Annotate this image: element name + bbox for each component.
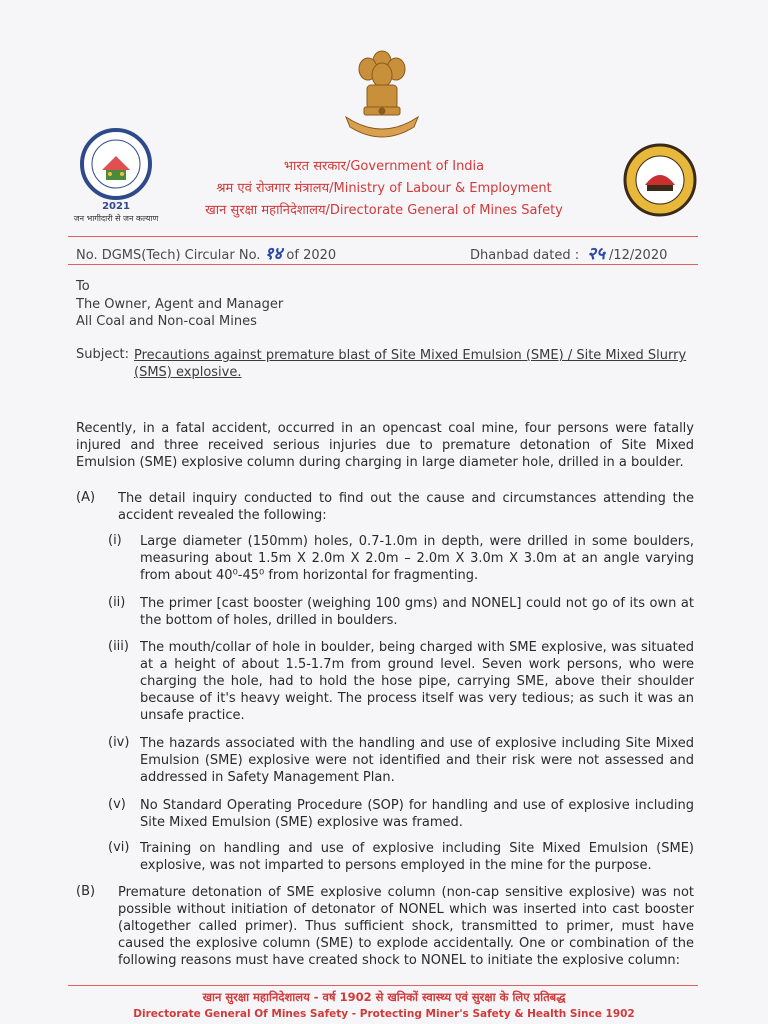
address-line-2: All Coal and Non-coal Mines bbox=[76, 314, 257, 329]
national-emblem-icon bbox=[340, 45, 424, 145]
item-iv-text: The hazards associated with the handling and use of explosive including Site Mixed Emulsion (SME) explosive were not identified and their risk were not assessed and addressed in Safety Management Plan. bbox=[140, 736, 694, 785]
letterhead-title bbox=[160, 156, 608, 222]
footer-english: Directorate General Of Mines Safety - Protecting Miner's Safety & Health Since 1902 bbox=[133, 1008, 635, 1020]
meta-divider bbox=[68, 264, 698, 265]
intro-paragraph: Recently, in a fatal accident, occurred in an opencast coal mine, four persons were fatally injured and three received serious injuries due to premature detonation of Site Mixed Emulsion (SME) explosive column during charging in large diameter hole, drilled in a boulder. bbox=[76, 421, 694, 470]
item-ii-marker: (ii) bbox=[108, 595, 126, 610]
item-iv-marker: (iv) bbox=[108, 735, 130, 750]
circular-date-handwritten: २५ bbox=[587, 244, 605, 264]
item-iii-text: The mouth/collar of hole in boulder, being charged with SME explosive, was situated at a height of about 1.5-1.7m from ground level. Seven work persons, who were charging the hole, had to hold the hose pipe, carrying SME, above their shoulder because of it's heavy weight. The process itself was very tedious; as such it was an unsafe practice. bbox=[140, 640, 694, 723]
item-v-marker: (v) bbox=[108, 797, 126, 812]
header-divider bbox=[68, 236, 698, 237]
circular-date-prefix: Dhanbad dated : bbox=[470, 248, 580, 263]
item-iii-marker: (iii) bbox=[108, 639, 129, 654]
gov-line-3: खान सुरक्षा महानिदेशालय/Directorate General of Mines Safety bbox=[205, 203, 563, 218]
circular-number-suffix: of 2020 bbox=[286, 248, 337, 263]
circular-number bbox=[76, 241, 336, 264]
address-line-1: The Owner, Agent and Manager bbox=[76, 297, 284, 312]
footer-hindi: खान सुरक्षा महानिदेशालय - वर्ष 1902 से खनिकों स्वास्थ्य एवं सुरक्षा के लिए प्रतिबद्ध bbox=[202, 990, 566, 1004]
section-a-marker: (A) bbox=[76, 490, 96, 505]
census-motto: जन भागीदारी से जन कल्याण bbox=[73, 214, 159, 223]
item-i-marker: (i) bbox=[108, 533, 122, 548]
item-v-text: No Standard Operating Procedure (SOP) for handling and use of explosive including Site Mixed Emulsion (SME) explosive was framed. bbox=[140, 798, 694, 830]
census-logo bbox=[60, 128, 172, 224]
section-a-text: The detail inquiry conducted to find out the cause and circumstances attending the accident revealed the following: bbox=[118, 491, 694, 523]
circular-date bbox=[470, 241, 667, 264]
gov-line-1: भारत सरकार/Government of India bbox=[283, 159, 485, 174]
address-to: To bbox=[76, 279, 90, 294]
subject-text: Precautions against premature blast of Site Mixed Emulsion (SME) / Site Mixed Slurry (SMS) explosive. bbox=[134, 348, 687, 380]
item-vi-text: Training on handling and use of explosive including Site Mixed Emulsion (SME) explosive, was not imparted to persons employed in the mine for the purpose. bbox=[140, 841, 694, 873]
subject-label: Subject: bbox=[76, 347, 129, 362]
gov-line-2: श्रम एवं रोजगार मंत्रालय/Ministry of Labour & Employment bbox=[216, 181, 552, 196]
census-year: 2021 bbox=[102, 201, 130, 212]
section-b-text: Premature detonation of SME explosive column (non-cap sensitive explosive) was not possible without initiation of detonator of NONEL which was inserted into cast booster (altogether called primer). Thus sufficient shock, transmitted to primer, must have caused the explosive column (SME) to explode accidentally. One or combination of the following reasons must have created shock to NONEL to initiate the explosive column: bbox=[118, 885, 694, 968]
dgms-seal-icon bbox=[623, 143, 697, 217]
footer-divider bbox=[68, 985, 698, 986]
circular-number-prefix: No. DGMS(Tech) Circular No. bbox=[76, 248, 261, 263]
item-ii-text: The primer [cast booster (weighing 100 gms) and NONEL] could not go of its own at the bottom of holes, drilled in boulders. bbox=[140, 596, 694, 628]
item-i-text: Large diameter (150mm) holes, 0.7-1.0m in depth, were drilled in some boulders, measuring about 1.5m X 2.0m X 2.0m – 2.0m X 3.0m X 3.0m at an angle varying from about 40⁰-45⁰ from horizontal for fragmenting. bbox=[140, 534, 694, 583]
section-b-marker: (B) bbox=[76, 884, 96, 899]
circular-date-suffix: /12/2020 bbox=[608, 248, 668, 263]
circular-number-handwritten: १४ bbox=[264, 244, 283, 264]
census-logo-icon bbox=[80, 128, 152, 200]
item-vi-marker: (vi) bbox=[108, 840, 130, 855]
